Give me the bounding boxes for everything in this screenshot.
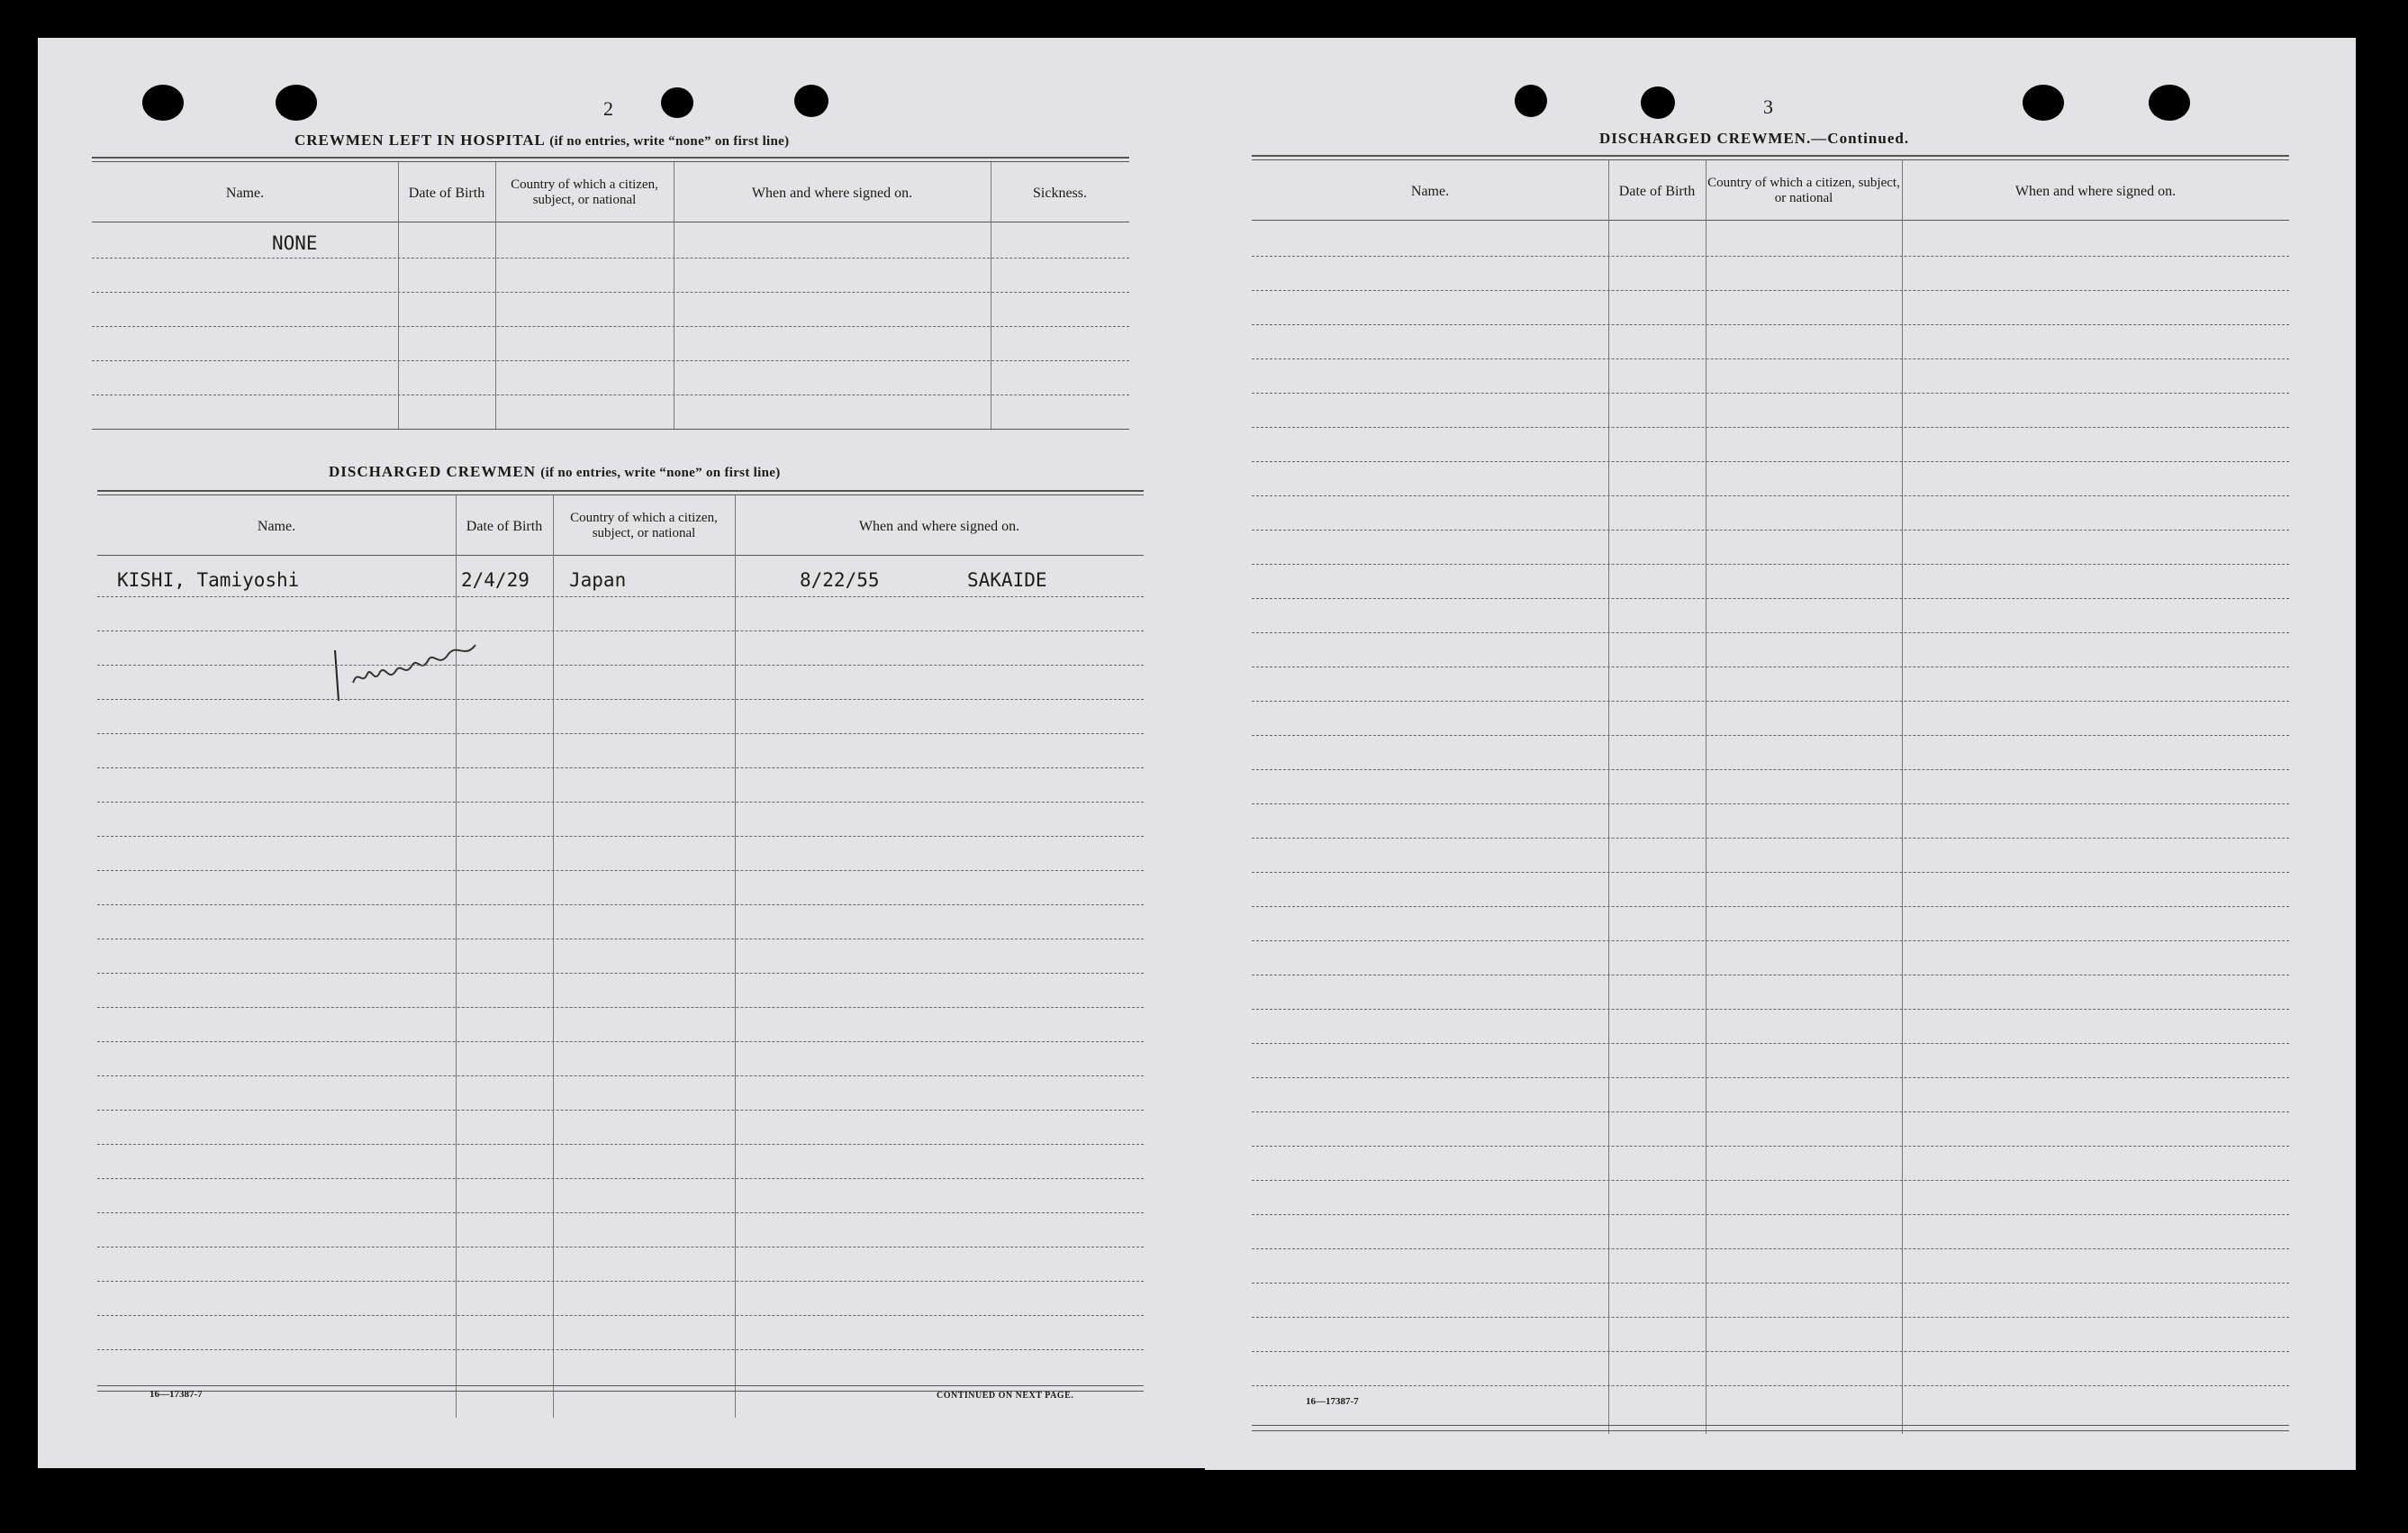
- hospital-section-title: [294, 132, 789, 150]
- discharged-table: [97, 490, 1144, 1418]
- continued-col-name: Name.: [1410, 183, 1450, 199]
- discharged-continued-title: DISCHARGED CREWMEN.—Continued.: [1599, 130, 1910, 147]
- discharged-col-dob: Date of Birth: [466, 518, 543, 534]
- handwritten-signature: [322, 632, 493, 713]
- form-number: 16—17387-7: [1306, 1396, 1359, 1407]
- punch-hole: [661, 87, 693, 118]
- hospital-title-note: (if no entries, write “none” on first line): [549, 134, 790, 149]
- punch-hole: [1515, 85, 1547, 117]
- discharged-continued-table: [1252, 155, 2289, 1434]
- punch-hole: [2149, 85, 2190, 121]
- continued-note: CONTINUED ON NEXT PAGE.: [937, 1391, 1074, 1401]
- punch-hole: [276, 85, 317, 121]
- punch-hole: [1641, 86, 1675, 119]
- continued-col-dob: Date of Birth: [1618, 183, 1696, 199]
- discharged-col-name: Name.: [257, 518, 296, 534]
- page-number: 2: [603, 97, 613, 120]
- crewman-signed-on-place: SAKAIDE: [967, 569, 1047, 591]
- discharged-col-signed-on: When and where signed on.: [858, 518, 1020, 534]
- hospital-col-dob: Date of Birth: [408, 185, 485, 201]
- crewman-dob: 2/4/29: [461, 569, 530, 591]
- discharged-title-note: (if no entries, write “none” on first line): [540, 466, 781, 480]
- hospital-title-text: CREWMEN LEFT IN HOSPITAL: [294, 132, 545, 149]
- discharged-section-title: [329, 463, 781, 481]
- crewman-signed-on-date: 8/22/55: [800, 569, 880, 591]
- crewman-name: KISHI, Tamiyoshi: [117, 569, 300, 591]
- hospital-first-entry: NONE: [272, 232, 318, 254]
- continued-col-signed-on: When and where signed on.: [2014, 183, 2177, 199]
- hospital-col-name: Name.: [225, 185, 265, 201]
- hospital-col-signed-on: When and where signed on.: [751, 185, 913, 201]
- hospital-col-sickness: Sickness.: [1033, 185, 1087, 201]
- discharged-col-country: Country of which a citizen, subject, or national: [570, 511, 718, 540]
- punch-hole: [2023, 85, 2064, 121]
- punch-hole: [794, 85, 828, 117]
- left-page: [38, 38, 1205, 1468]
- hospital-table: [92, 157, 1129, 436]
- hospital-col-country: Country of which a citizen, subject, or national: [511, 177, 658, 207]
- discharged-title-text: DISCHARGED CREWMEN: [329, 463, 537, 480]
- continued-col-country: Country of which a citizen, subject, or national: [1707, 176, 1900, 205]
- page-number: 3: [1763, 95, 1773, 118]
- crewman-country: Japan: [569, 569, 627, 591]
- form-number: 16—17387-7: [149, 1389, 203, 1400]
- punch-hole: [142, 85, 184, 121]
- right-page: [1205, 38, 2356, 1470]
